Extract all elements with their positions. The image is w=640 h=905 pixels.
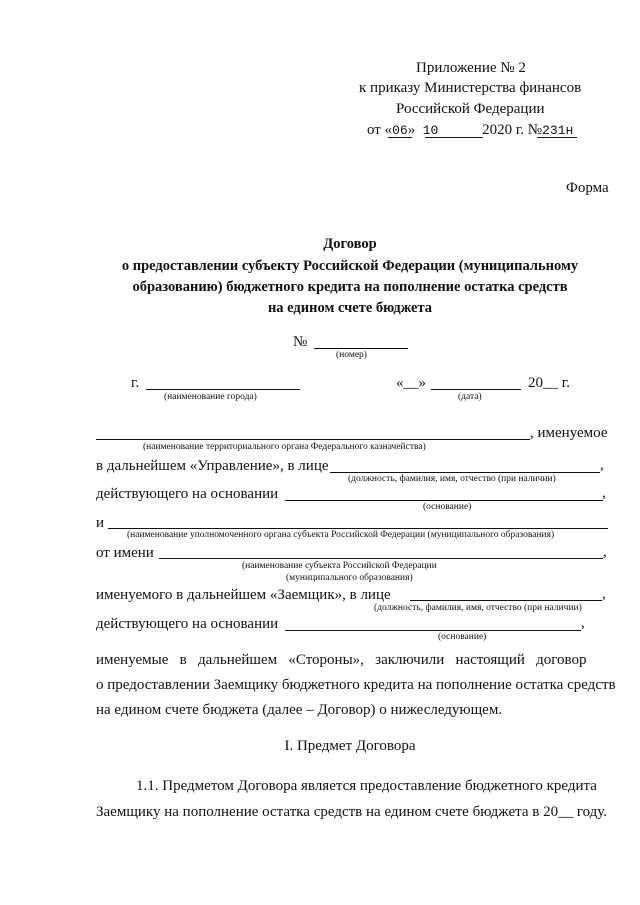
comma-3: , [603,544,607,560]
clause-1-1-line-2: Заемщику на пополнение остатка средств на едином счете бюджета в 20__ году. [96,804,608,820]
city-field [146,389,300,390]
title-line-3: образованию) бюджетного кредита на пополнение остатка средств [132,279,568,295]
authorized-organ-field [108,528,608,529]
treasury-caption: (наименование территориального органа Федерального казначейства) [143,442,426,452]
comma-5: , [581,615,585,631]
date-year: 20__ г. [528,375,570,391]
management-text: в дальнейшем «Управление», в лице [96,458,329,474]
comma-1: , [600,457,604,473]
acting-basis-text-1: действующего на основании [96,486,279,502]
comma-4: , [602,586,606,602]
basis-field-2 [285,630,581,631]
date-close: » [407,122,416,138]
subject-caption-2: (муниципального образования) [286,573,413,583]
title-line-2: о предоставлении субъекту Российской Федерации (муниципальному [121,258,579,274]
position-caption-2: (должность, фамилия, имя, отчество (при наличии) [374,603,582,613]
borrower-representative-field [410,600,602,601]
named-text: , именуемое [530,425,608,441]
document-title: Договор [323,236,377,252]
order-day: 06 [392,123,408,138]
position-caption-1: (должность, фамилия, имя, отчество (при наличии) [348,474,556,484]
appendix-number: Приложение № 2 [416,60,526,76]
treasury-field [96,439,530,440]
subject-field [159,558,603,559]
comma-2: , [602,485,606,501]
month-underline [425,137,483,138]
parties-paragraph-line-1 [96,652,587,669]
parties-paragraph-line-2: о предоставлении Заемщику бюджетного кредита на пополнение остатка средств [96,677,616,693]
day-underline [388,137,412,138]
clause-1-1-line-1: 1.1. Предметом Договора является предоставление бюджетного кредита [136,778,597,794]
date-day-quotes: «__» [396,375,426,391]
federation-line: Российской Федерации [396,101,545,117]
number-caption: (номер) [336,350,367,360]
basis-caption-2: (основание) [438,632,487,642]
order-month: 10 [422,123,439,138]
number-sign: № [293,334,308,350]
date-month-field [431,389,521,390]
form-label: Форма [566,180,609,196]
and-text: и [96,515,105,531]
basis-field-1 [285,500,603,501]
order-year: 2020 г. № [482,122,543,138]
date-prefix: от « [367,122,393,138]
on-behalf-text: от имени [96,545,154,561]
borrower-text: именуемого в дальнейшем «Заемщик», в лице [96,587,391,603]
authorized-organ-caption: (наименование уполномоченного органа субъекта Российской Федерации (муниципального образования) [127,530,555,540]
title-line-4: на едином счете бюджета [267,300,433,316]
order-reference: к приказу Министерства финансов [359,80,582,96]
order-number: 231н [542,123,574,138]
basis-caption-1: (основание) [423,502,472,512]
acting-basis-text-2: действующего на основании [96,616,279,632]
subject-caption-1: (наименование субъекта Российской Федерации [242,561,437,571]
number-underline [537,137,577,138]
number-field [314,348,408,349]
city-caption: (наименование города) [164,392,257,402]
city-prefix: г. [131,375,140,391]
parties-paragraph-text-1: именуемые в дальнейшем «Стороны», заключили настоящий договор [96,652,587,668]
date-caption: (дата) [458,392,482,402]
parties-paragraph-line-3: на едином счете бюджета (далее – Договор) о нижеследующем. [96,702,503,718]
section-1-heading: I. Предмет Договора [284,738,416,754]
management-representative-field [330,472,600,473]
